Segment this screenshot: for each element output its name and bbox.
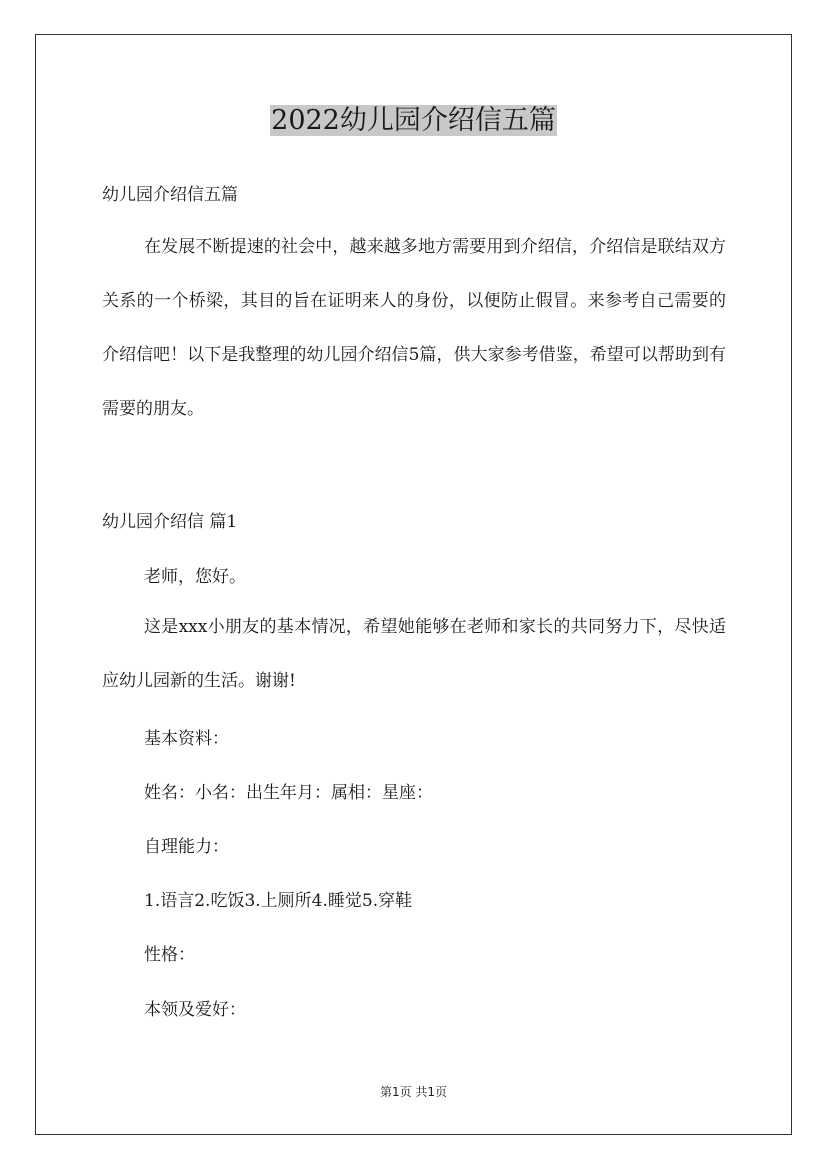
body-paragraph: 这是xxx小朋友的基本情况，希望她能够在老师和家长的共同努力下，尽快适应幼儿园新的生活。谢谢! bbox=[102, 617, 726, 691]
page-number-footer: 第1页 共1页 bbox=[379, 1085, 448, 1099]
section-heading: 幼儿园介绍信 篇1 bbox=[102, 512, 238, 532]
greeting-line: 老师，您好。 bbox=[144, 567, 246, 587]
intro-paragraph: 在发展不断提速的社会中，越来越多地方需要用到介绍信，介绍信是联结双方关系的一个桥梁，其目的旨在证明来人的身份，以便防止假冒。来参考自己需要的介绍信吧！以下是我整理的幼儿园介绍信5篇，供大家参考借鉴，希望可以帮助到有需要的朋友。 bbox=[102, 237, 726, 419]
document-title-text: 2022幼儿园介绍信五篇 bbox=[271, 105, 556, 136]
self-care-items: 1.语言2.吃饭3.上厕所4.睡觉5.穿鞋 bbox=[144, 891, 413, 911]
basic-info-fields: 姓名：小名：出生年月：属相：星座： bbox=[144, 783, 433, 803]
document-subtitle: 幼儿园介绍信五篇 bbox=[102, 185, 238, 205]
document-title bbox=[0, 98, 827, 144]
basic-info-label: 基本资料： bbox=[144, 729, 229, 749]
personality-label: 性格： bbox=[144, 945, 195, 965]
skills-hobbies-label: 本领及爱好： bbox=[144, 1000, 246, 1020]
self-care-label: 自理能力： bbox=[144, 837, 229, 857]
